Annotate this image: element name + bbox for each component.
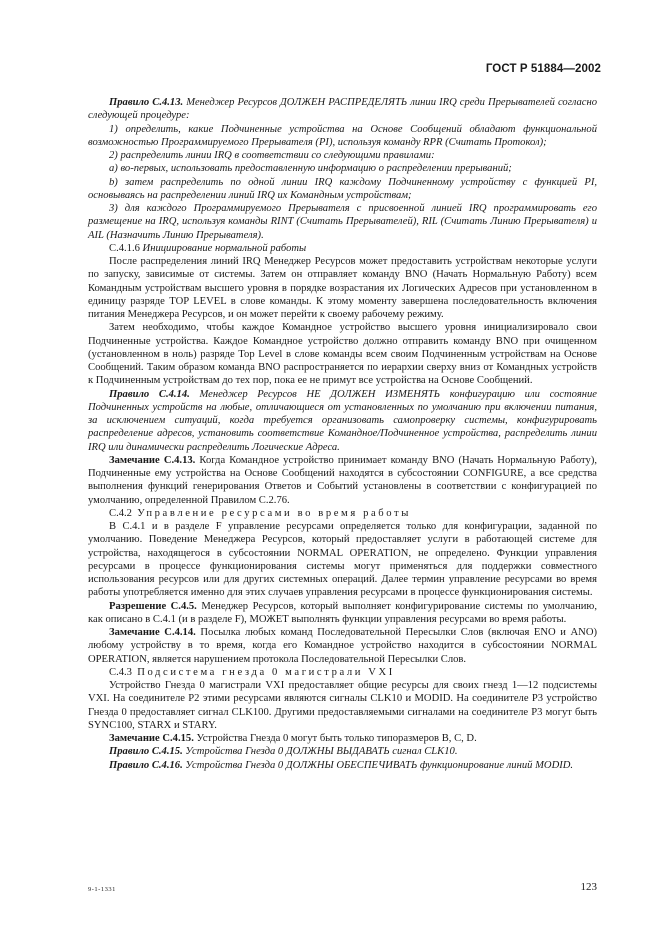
section-number: С.4.1.6 bbox=[109, 242, 140, 254]
note-label: Замечание С.4.15. bbox=[109, 733, 194, 744]
section-number: С.4.2 bbox=[109, 507, 132, 519]
section-title: Управление ресурсами во время работы bbox=[131, 507, 411, 519]
paragraph-bno-propagation: Затем необходимо, чтобы каждое Командное устройство высшего уровня инициализировало свои Подчиненные устройства. Каждое Командное устройство должно отправить команду BNO при очищенном (установленном в ноль) разряде Top Level в слове команды всем своим Подчиненным устройствам на Основе Сообщений. Таким образом команда BNO распространяется по иерархии сверху вниз от Командных устройств к Подчиненным устройствам до тех пор, пока ее не примут все устройства на Основе Сообщений. bbox=[88, 322, 597, 387]
print-code: 9-1-1331 bbox=[88, 886, 116, 893]
note-c-4-15: Замечание С.4.15. Устройства Гнезда 0 могут быть только типоразмеров В, С, D. bbox=[109, 733, 477, 744]
section-number: С.4.3 bbox=[109, 666, 132, 678]
rule-c-4-13: Правило С.4.13. Менеджер Ресурсов ДОЛЖЕН РАСПРЕДЕЛЯТЬ линии IRQ среди Прерывателей согласно следующей процедуре: bbox=[88, 97, 598, 122]
section-heading-c-4-3 bbox=[88, 666, 597, 679]
page-number: 123 bbox=[580, 881, 597, 893]
page-body bbox=[88, 96, 597, 772]
paragraph-normal-start: После распределения линий IRQ Менеджер Ресурсов может предоставить устройствам некоторые услуги по запуску, зависимые от системы. Затем он отправляет команду BNO (Начать Нормальную Работу) всем Командным устройствам высшего уровня в порядке возрастания их Логических Адресов при установленном в единицу разряде TOP LEVEL в слове команды. К этому моменту завершена последовательность включения питания Менеджера Ресурсов, и он может перейти к своему рабочему режиму. bbox=[88, 256, 597, 320]
rule-c-4-16: Правило С.4.16. Устройства Гнезда 0 ДОЛЖНЫ ОБЕСПЕЧИВАТЬ функционирование линий MODID. bbox=[109, 759, 574, 771]
procedure-step-3: 3) для каждого Программируемого Прерывателя с присвоенной линией IRQ программировать его размещение на IRQ, используя команды RINT (Считать Прерывателей), RIL (Считать Линию Прерывателя) и AIL (Назначить Линию Прерывателя). bbox=[88, 203, 597, 241]
paragraph-runtime-management: В С.4.1 и в разделе F управление ресурсами определяется только для конфигурации, заданной по умолчанию. Поведение Менеджера Ресурсов, который предоставляет услуги в работающей системе для устройства, находящегося в субсостоянии NORMAL OPERATION, не определено. Функции управления ресурсами в процессе функционирования системы могут применяться для поддержки совместного использования ресурсов или для других системных операций. Далее термин управление ресурсами во время работы употребляется именно для этих случаев управления ресурсами в процессе функционирования системы. bbox=[88, 521, 597, 599]
procedure-step-2b: b) затем распределить по одной линии IRQ каждому Подчиненному устройству с функцией PI, основываясь на распределении линий IRQ их Командным устройствам; bbox=[88, 176, 597, 201]
permission-c-4-5: Разрешение С.4.5. Менеджер Ресурсов, который выполняет конфигурирование системы по умолчанию, как описано в С.4.1 (и в разделе F), МОЖЕТ выполнять функции управления ресурсами во время работы. bbox=[88, 600, 597, 625]
rule-c-4-14: Правило С.4.14. Менеджер Ресурсов НЕ ДОЛЖЕН ИЗМЕНЯТЬ конфигурацию или состояние Подчиненных устройств на любые, отличающиеся от установленных по умолчанию при включении питания, за исключением ситуаций, когда требуется организовать самопроверку системы, конфигурировать распределение адресов, установить соответствие Командное/Подчиненное устройства, распределить линии IRQ или динамически распределить Логические Адреса. bbox=[88, 388, 597, 453]
permission-label: Разрешение С.4.5. bbox=[109, 600, 197, 612]
rule-label: Правило С.4.13. bbox=[109, 97, 184, 108]
section-title: Инициирование нормальной работы bbox=[139, 242, 307, 254]
rule-label: Правило С.4.16. bbox=[109, 759, 183, 771]
note-label: Замечание С.4.13. bbox=[109, 454, 196, 466]
note-c-4-14: Замечание С.4.14. Посылка любых команд Последовательной Пересылки Слов (включая ENO и ANO) любому устройству в то время, когда его Командное устройство находится в субсостоянии NORMAL OPERATION, является нарушением протокола Последовательной Пересылки Слов. bbox=[88, 627, 598, 665]
section-title: Подсистема гнезда 0 магистрали VXI bbox=[131, 666, 395, 678]
procedure-step-2: 2) распределить линии IRQ в соответствии со следующими правилами: bbox=[109, 150, 435, 161]
section-heading-c-4-2 bbox=[88, 507, 597, 520]
rule-label: Правило С.4.15. bbox=[109, 746, 183, 758]
procedure-step-2a: а) во-первых, использовать предоставленную информацию о распределении прерываний; bbox=[109, 163, 512, 175]
procedure-step-1: 1) определить, какие Подчиненные устройства на Основе Сообщений обладают функциональной возможностью Программируемого Прерывателя (PI), используя команду RPR (Считать Протокол); bbox=[88, 123, 597, 148]
note-c-4-13: Замечание С.4.13. Когда Командное устройство принимает команду BNO (Начать Нормальную Работу), Подчиненные ему устройства на Основе Сообщений находятся в субсостоянии CONFIGURE, а все средства выполнения функций генерирования Ответов и Событий установлены в соответствии с конфигурацией по умолчанию, определенной Правилом С.2.76. bbox=[88, 454, 598, 506]
section-heading-c-4-1-6 bbox=[88, 242, 597, 255]
rule-label: Правило С.4.14. bbox=[109, 388, 190, 400]
rule-c-4-15: Правило С.4.15. Устройства Гнезда 0 ДОЛЖНЫ ВЫДАВАТЬ сигнал CLK10. bbox=[109, 746, 458, 758]
paragraph-slot0-resources: Устройство Гнезда 0 магистрали VXI предоставляет общие ресурсы для своих гнезд 1—12 подсистемы VXI. На соединителе Р2 этими ресурсами являются сигналы CLK10 и MODID. На соединителе Р3 устройство Гнезда 0 предоставляет сигнал CLK100. Другими предоставляемыми сигналами на соединителе Р3 могут быть SYNC100, STARX и STARY. bbox=[88, 680, 597, 731]
standard-header: ГОСТ Р 51884—2002 bbox=[485, 63, 601, 75]
note-label: Замечание С.4.14. bbox=[109, 627, 196, 638]
